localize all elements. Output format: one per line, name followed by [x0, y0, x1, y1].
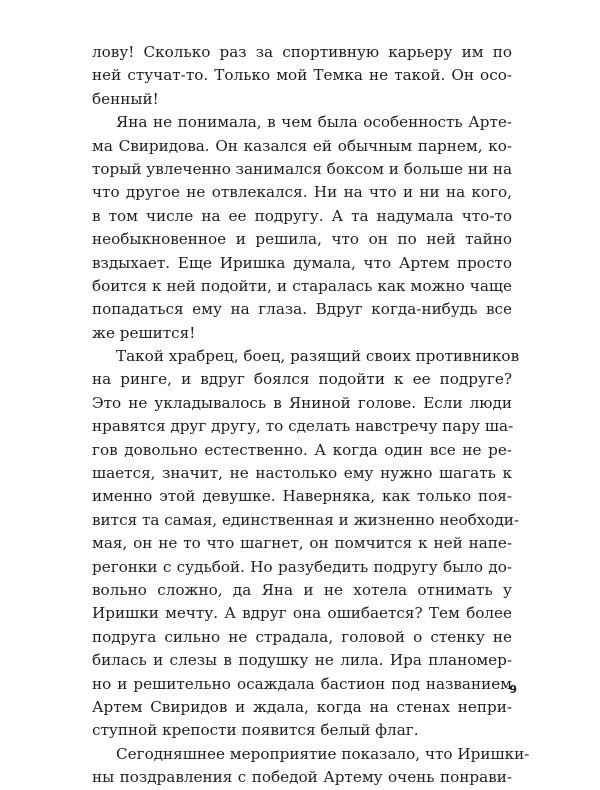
- text-line: что другое не отвлекался. Ни на что и ни на кого,: [92, 183, 512, 202]
- body-text: [92, 41, 530, 790]
- text-line: подруга сильно не страдала, головой о стенку не: [92, 627, 512, 646]
- text-line: Яна не понимала, в чем была особенность Арте-: [116, 113, 512, 132]
- text-line: необыкновенное и решила, что он по ней тайно: [92, 230, 512, 249]
- text-line: билась и слезы в подушку не лила. Ира планомер-: [92, 651, 512, 670]
- text-line: Такой храбрец, боец, разящий своих противников: [116, 347, 520, 366]
- text-line: вится та самая, единственная и жизненно необходи-: [92, 510, 520, 529]
- text-line: вольно сложно, да Яна и не хотела отнимать у: [92, 580, 512, 599]
- text-line: мая, он не то что шагнет, он помчится к ней напе-: [92, 534, 512, 553]
- text-line: но и решительно осаждала бастион под названием: [92, 674, 512, 693]
- text-line: ма Свиридова. Он казался ей обычным парнем, ко-: [92, 136, 512, 155]
- text-line: же решится!: [92, 323, 196, 342]
- text-line: Сегодняшнее мероприятие показало, что Иришки-: [116, 744, 530, 763]
- text-line: лову! Сколько раз за спортивную карьеру им по: [92, 43, 512, 61]
- page-number: 9: [509, 683, 517, 696]
- text-line: гов довольно естественно. А когда один все не ре-: [92, 440, 512, 459]
- text-line: шается, значит, не настолько ему нужно шагать к: [92, 464, 512, 483]
- text-line: попадаться ему на глаза. Вдруг когда-нибудь все: [92, 300, 512, 319]
- text-line: вздыхает. Еще Иришка думала, что Артем просто: [92, 253, 512, 272]
- text-line: регонки с судьбой. Но разубедить подругу было до-: [92, 557, 512, 576]
- text-line: в том числе на ее подругу. А та надумала что-то: [92, 206, 512, 225]
- text-line: боится к ней подойти, и старалась как можно чаще: [92, 276, 512, 295]
- text-line: нравятся друг другу, то сделать навстречу пару ша-: [92, 417, 514, 436]
- paragraph: [92, 345, 520, 743]
- text-line: ны поздравления с победой Артему очень понрави-: [92, 768, 512, 787]
- text-line: Иришки мечту. А вдруг она ошибается? Тем более: [92, 604, 512, 623]
- text-line: именно этой девушке. Наверняка, как только поя-: [92, 487, 512, 506]
- text-line: Это не укладывалось в Яниной голове. Если люди: [92, 393, 512, 412]
- text-line: Артем Свиридов и ждала, когда на стенах непри-: [92, 697, 512, 716]
- text-line: торый увлеченно занимался боксом и больше ни на: [92, 159, 513, 178]
- paragraph: [92, 111, 512, 345]
- text-line: на ринге, и вдруг боялся подойти к ее подруге?: [92, 370, 512, 389]
- paragraph: [92, 41, 512, 111]
- text-line: бенный!: [92, 89, 159, 108]
- text-line: ней стучат-то. Только мой Темка не такой. Он осо-: [92, 66, 512, 85]
- text-line: ступной крепости появится белый флаг.: [92, 721, 419, 740]
